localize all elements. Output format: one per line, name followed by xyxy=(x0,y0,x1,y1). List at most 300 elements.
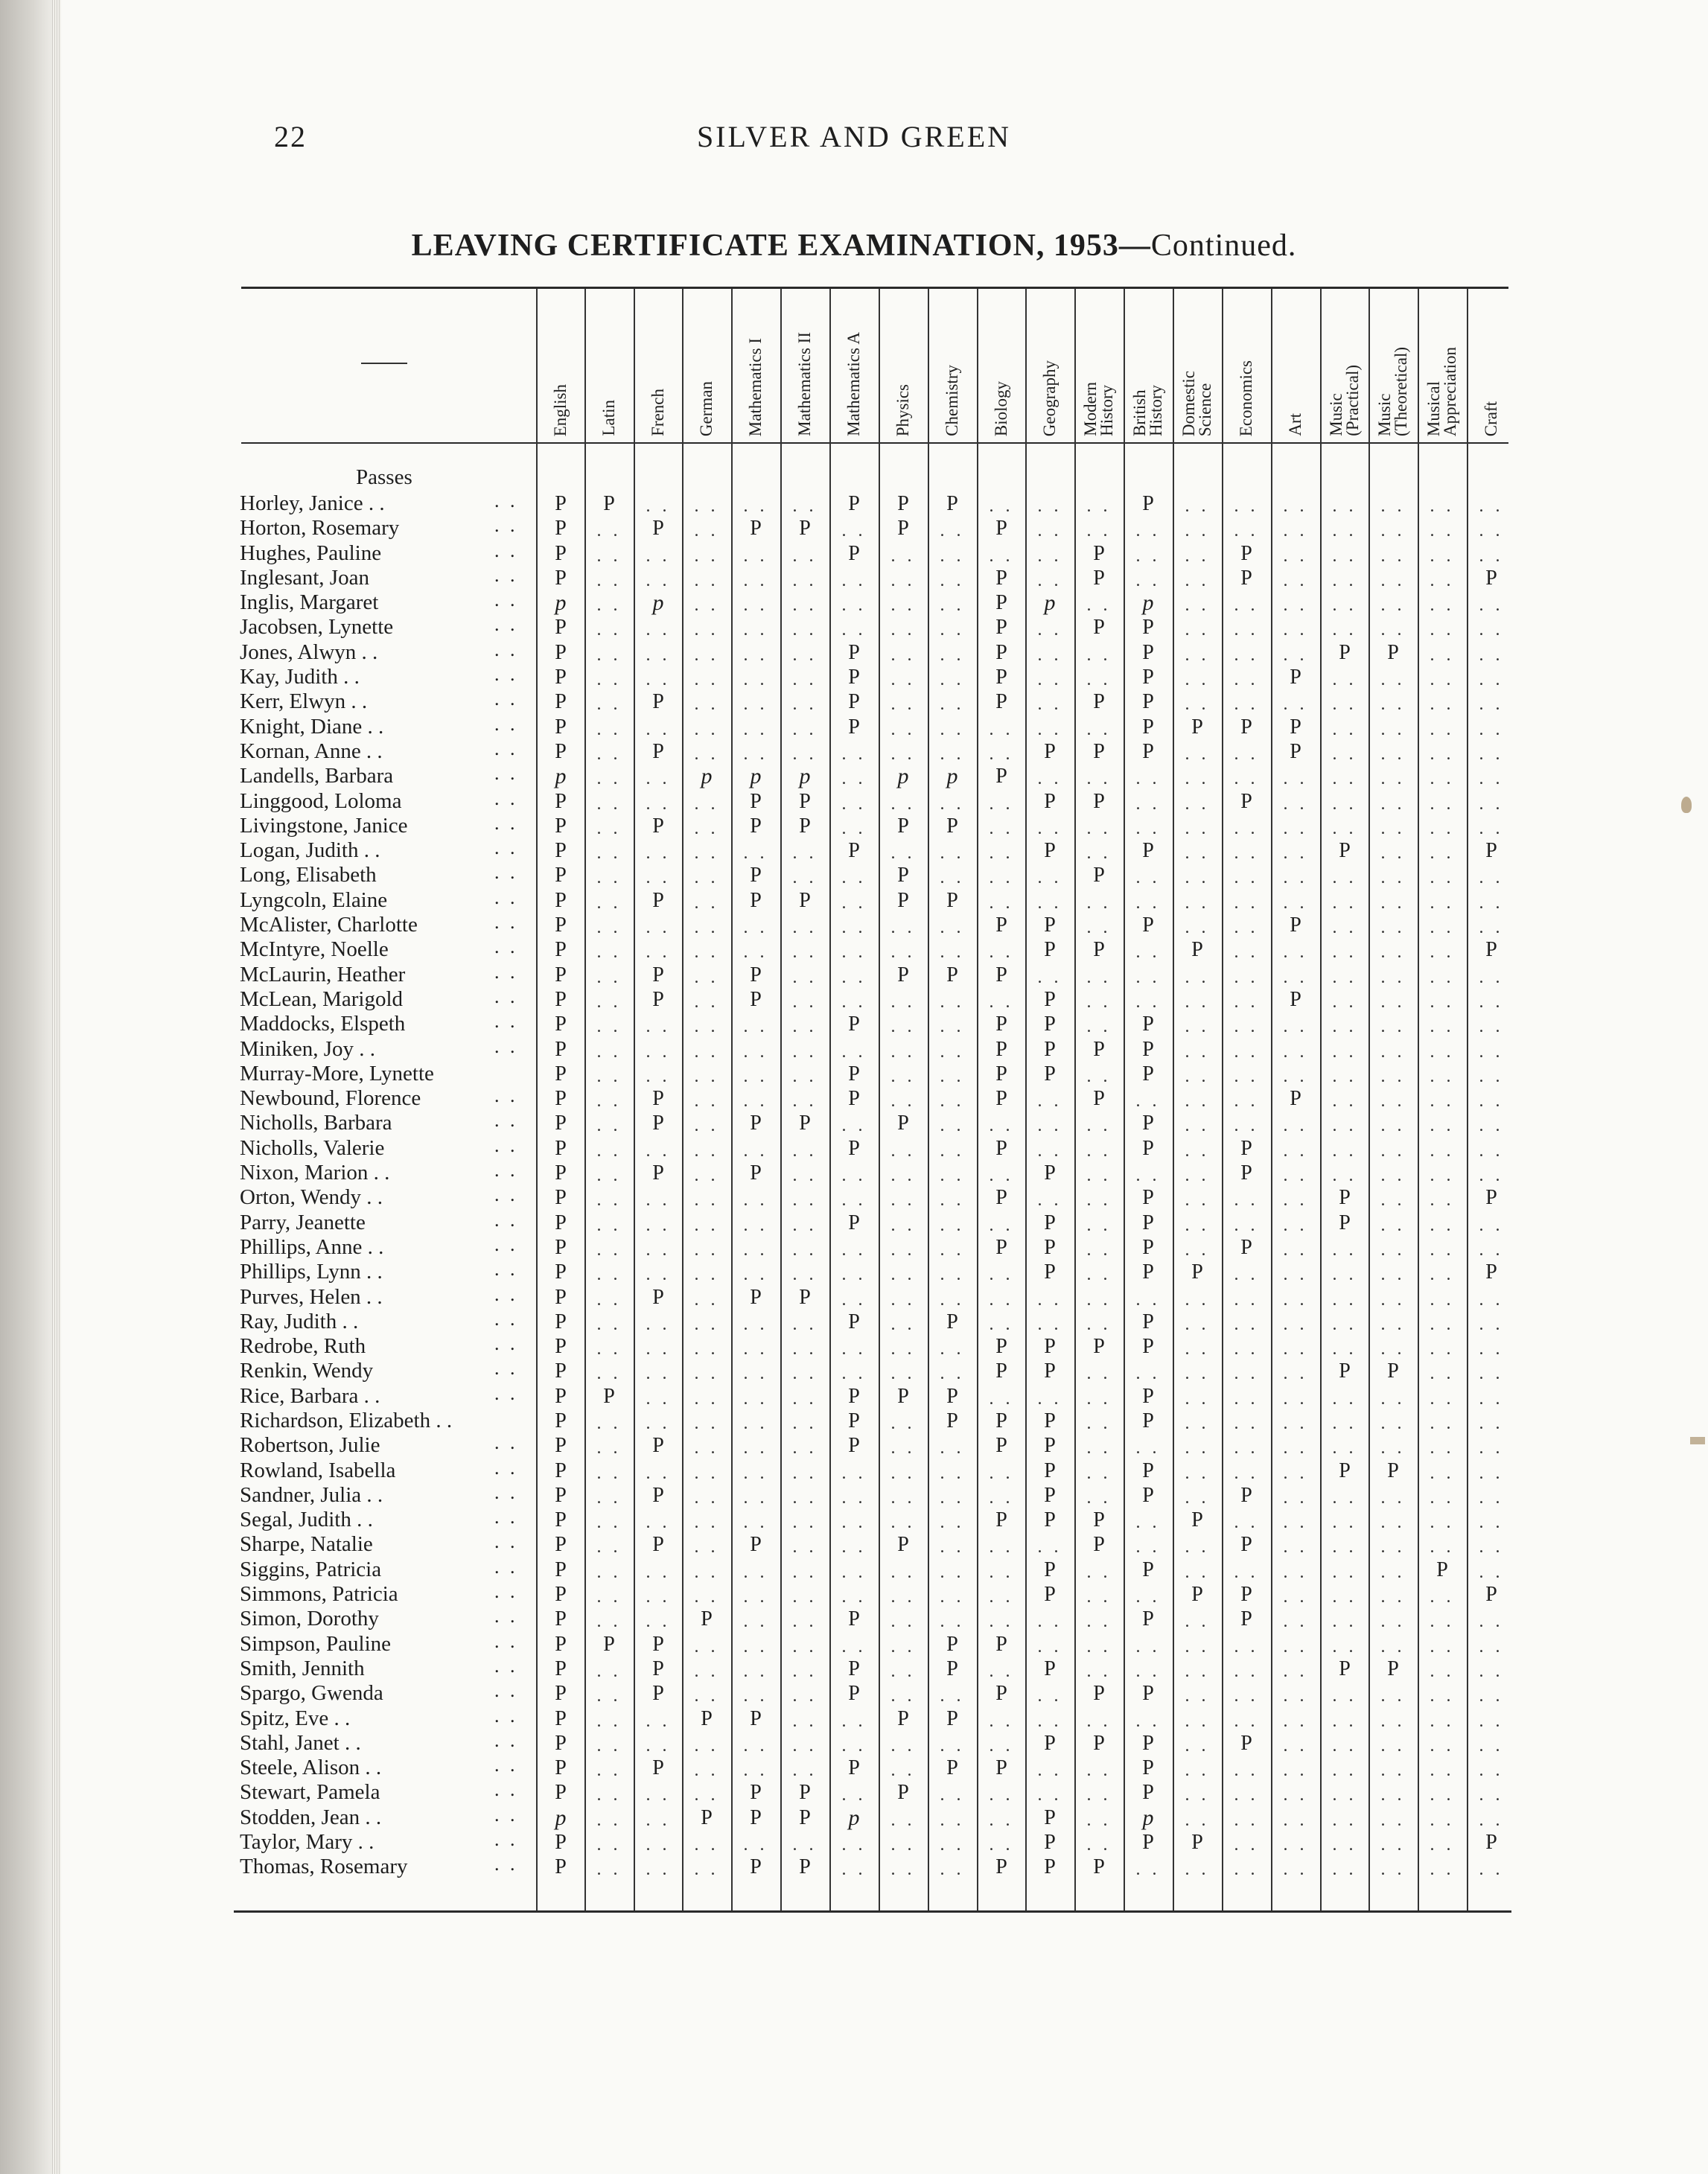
pass-mark: P xyxy=(555,1161,567,1185)
empty-cell: . . xyxy=(1185,1413,1210,1433)
empty-cell: . . xyxy=(1479,719,1504,739)
empty-cell: . . xyxy=(1430,1042,1455,1062)
pass-mark: P xyxy=(652,1161,664,1185)
empty-cell: . . xyxy=(1380,1017,1406,1037)
column-header-label: Mathematics A xyxy=(844,332,863,436)
dot-leader: . . xyxy=(494,1555,518,1578)
empty-cell: . . xyxy=(1430,1686,1455,1706)
empty-cell: . . xyxy=(989,1488,1014,1508)
pass-mark: P xyxy=(1093,739,1105,763)
student-name-text: Thomas, Rosemary xyxy=(240,1855,408,1879)
pass-mark: P xyxy=(652,1483,664,1507)
empty-cell: . . xyxy=(890,1661,916,1681)
pass-mark: P xyxy=(652,1533,664,1557)
empty-cell: . . xyxy=(1479,645,1504,665)
empty-cell: . . xyxy=(890,1562,916,1582)
empty-cell: . . xyxy=(596,1290,622,1310)
student-name-text: Stahl, Janet . . xyxy=(240,1730,361,1755)
pass-mark: P xyxy=(1093,1855,1105,1879)
empty-cell: . . xyxy=(1037,818,1062,838)
empty-cell: . . xyxy=(841,1116,867,1136)
pass-mark: P xyxy=(1142,1831,1154,1855)
empty-cell: . . xyxy=(1283,794,1308,814)
empty-cell: . . xyxy=(1185,1141,1210,1161)
empty-cell: . . xyxy=(694,1314,719,1334)
empty-cell: . . xyxy=(1234,497,1259,516)
pass-mark: P xyxy=(1339,1459,1351,1482)
pass-mark: P xyxy=(555,1483,567,1507)
pass-mark: P xyxy=(799,1855,811,1879)
empty-cell: . . xyxy=(940,1810,965,1830)
table-row xyxy=(0,516,1708,541)
pass-mark: P xyxy=(603,492,615,515)
empty-cell: . . xyxy=(1037,1636,1062,1657)
empty-cell: . . xyxy=(1234,818,1259,838)
student-name-text: Smith, Jennith xyxy=(240,1656,365,1680)
empty-cell: . . xyxy=(1430,1314,1455,1334)
column-header xyxy=(584,295,634,436)
empty-cell: . . xyxy=(646,1835,671,1855)
empty-cell: . . xyxy=(1185,1785,1210,1805)
pass-mark: P xyxy=(799,888,811,912)
empty-cell: . . xyxy=(1185,1438,1210,1459)
empty-cell: . . xyxy=(1086,670,1112,690)
empty-cell: . . xyxy=(890,695,916,715)
empty-cell: . . xyxy=(1185,844,1210,864)
empty-cell: . . xyxy=(1283,967,1308,987)
dot-leader: . . xyxy=(494,1035,518,1057)
pass-mark: P xyxy=(1142,1037,1154,1061)
pass-mark: P xyxy=(1093,789,1105,813)
column-header xyxy=(829,295,879,436)
table-row xyxy=(0,1285,1708,1310)
empty-cell: . . xyxy=(1185,967,1210,987)
empty-cell: . . xyxy=(694,1215,719,1235)
empty-cell: . . xyxy=(1283,1389,1308,1409)
empty-cell: . . xyxy=(1283,844,1308,864)
dot-leader: . . xyxy=(494,737,518,759)
empty-cell: . . xyxy=(792,645,818,665)
pass-mark: P xyxy=(897,888,909,912)
empty-cell: . . xyxy=(1283,1116,1308,1136)
empty-cell: . . xyxy=(1479,1711,1504,1731)
pass-mark: P xyxy=(555,1459,567,1482)
empty-cell: . . xyxy=(1086,521,1112,541)
pass-mark: P xyxy=(995,1508,1007,1532)
student-name-text: Simon, Dorothy xyxy=(240,1607,379,1631)
empty-cell: . . xyxy=(1380,1612,1406,1632)
column-header-label: Physics xyxy=(893,383,912,436)
column-header-label: Mathematics II xyxy=(795,332,814,436)
empty-cell: . . xyxy=(646,769,671,789)
column-header-label: Mathematics I xyxy=(746,337,765,436)
column-header-label: Music (Theoretical) xyxy=(1375,346,1410,436)
empty-cell: . . xyxy=(596,744,622,764)
pass-mark: P xyxy=(750,789,762,813)
empty-cell: . . xyxy=(792,1413,818,1433)
pass-mark: P xyxy=(1485,1186,1497,1210)
section-label-passes: Passes xyxy=(356,465,412,489)
empty-cell: . . xyxy=(890,1636,916,1657)
pass-mark: P xyxy=(1240,1583,1252,1607)
empty-cell: . . xyxy=(1283,1215,1308,1235)
empty-cell: . . xyxy=(596,1488,622,1508)
pass-mark: P xyxy=(946,814,958,838)
page-title xyxy=(0,228,1708,264)
empty-cell: . . xyxy=(596,1562,622,1582)
pass-mark: P xyxy=(946,1310,958,1333)
empty-cell: . . xyxy=(646,620,671,640)
pass-mark: P xyxy=(652,814,664,838)
empty-cell: . . xyxy=(1037,1686,1062,1706)
empty-cell: . . xyxy=(694,1438,719,1459)
empty-cell: . . xyxy=(792,744,818,764)
pass-mark: P xyxy=(1142,640,1154,664)
empty-cell: . . xyxy=(1086,992,1112,1012)
pass-mark: P xyxy=(1142,1607,1154,1631)
empty-cell: . . xyxy=(1332,1066,1357,1086)
empty-cell: . . xyxy=(1479,695,1504,715)
pass-mark: P xyxy=(946,963,958,986)
empty-cell: . . xyxy=(1135,1513,1161,1533)
student-name-text: Livingstone, Janice xyxy=(240,813,408,838)
empty-cell: . . xyxy=(940,1290,965,1310)
table-row xyxy=(0,590,1708,615)
pass-mark: P xyxy=(555,1632,567,1656)
empty-cell: . . xyxy=(1037,1141,1062,1161)
empty-cell: . . xyxy=(1283,596,1308,616)
empty-cell: . . xyxy=(694,719,719,739)
empty-cell: . . xyxy=(1086,1066,1112,1086)
pass-mark: P xyxy=(1044,789,1056,813)
student-name-text: Hughes, Pauline xyxy=(240,541,382,565)
empty-cell: . . xyxy=(1185,521,1210,541)
empty-cell: . . xyxy=(743,1091,768,1112)
empty-cell: . . xyxy=(841,818,867,838)
pass-mark: P xyxy=(1044,1335,1056,1359)
empty-cell: . . xyxy=(694,1364,719,1384)
empty-cell: . . xyxy=(1283,1711,1308,1731)
empty-cell: . . xyxy=(1135,1091,1161,1112)
student-name-text: Sharpe, Natalie xyxy=(240,1532,373,1557)
empty-cell: . . xyxy=(1037,1116,1062,1136)
empty-cell: . . xyxy=(1430,893,1455,913)
dot-leader: . . xyxy=(494,837,518,859)
empty-cell: . . xyxy=(841,868,867,888)
empty-cell: . . xyxy=(989,794,1014,814)
empty-cell: . . xyxy=(1283,1562,1308,1582)
empty-cell: . . xyxy=(1283,1488,1308,1508)
empty-cell: . . xyxy=(1283,1612,1308,1632)
empty-cell: . . xyxy=(1479,1810,1504,1830)
pass-mark: P xyxy=(1240,1731,1252,1755)
empty-cell: . . xyxy=(694,1860,719,1880)
table-row xyxy=(0,987,1708,1012)
empty-cell: . . xyxy=(1283,1190,1308,1211)
empty-cell: . . xyxy=(1086,1413,1112,1433)
empty-cell: . . xyxy=(1479,992,1504,1012)
empty-cell: . . xyxy=(1332,1835,1357,1855)
empty-cell: . . xyxy=(743,744,768,764)
empty-cell: . . xyxy=(841,1488,867,1508)
pass-mark: P xyxy=(1142,715,1154,739)
dot-leader: . . xyxy=(494,861,518,884)
pass-mark: P xyxy=(946,492,958,515)
student-name-text: Newbound, Florence xyxy=(240,1086,421,1111)
pass-mark: P xyxy=(995,1855,1007,1879)
pass-mark: P xyxy=(995,1335,1007,1359)
empty-cell: . . xyxy=(1430,546,1455,566)
empty-cell: . . xyxy=(1185,1389,1210,1409)
empty-cell: . . xyxy=(1234,918,1259,938)
table-row xyxy=(0,1830,1708,1855)
pass-mark: P xyxy=(555,1409,567,1432)
empty-cell: . . xyxy=(646,1141,671,1161)
pass-mark: P xyxy=(799,789,811,813)
pass-mark: p xyxy=(1142,1805,1154,1830)
empty-cell: . . xyxy=(890,943,916,963)
pass-mark: P xyxy=(1485,839,1497,863)
column-header-label: Latin xyxy=(599,400,618,436)
empty-cell: . . xyxy=(1380,844,1406,864)
empty-cell: . . xyxy=(1135,967,1161,987)
empty-cell: . . xyxy=(1185,818,1210,838)
pass-mark: P xyxy=(1044,1260,1056,1284)
pass-mark: P xyxy=(897,864,909,887)
empty-cell: . . xyxy=(1086,497,1112,516)
empty-cell: . . xyxy=(1185,1488,1210,1508)
empty-cell: . . xyxy=(694,620,719,640)
student-name-text: Kornan, Anne . . xyxy=(240,739,383,763)
empty-cell: . . xyxy=(596,1612,622,1632)
empty-cell: . . xyxy=(646,1389,671,1409)
column-header-label: British History xyxy=(1130,385,1165,436)
empty-cell: . . xyxy=(1234,893,1259,913)
empty-cell: . . xyxy=(1185,695,1210,715)
empty-cell: . . xyxy=(841,918,867,938)
empty-cell: . . xyxy=(1086,1364,1112,1384)
empty-cell: . . xyxy=(940,719,965,739)
pass-mark: p xyxy=(652,590,664,616)
empty-cell: . . xyxy=(940,1438,965,1459)
empty-cell: . . xyxy=(1135,893,1161,913)
empty-cell: . . xyxy=(940,1265,965,1285)
empty-cell: . . xyxy=(841,1240,867,1260)
empty-cell: . . xyxy=(1380,1314,1406,1334)
empty-cell: . . xyxy=(1234,1835,1259,1855)
pass-mark: P xyxy=(555,739,567,763)
pass-mark: P xyxy=(555,789,567,813)
pass-mark: p xyxy=(750,764,762,789)
empty-cell: . . xyxy=(1380,868,1406,888)
pass-mark: P xyxy=(555,1855,567,1879)
table-row xyxy=(0,764,1708,788)
student-name-text: Long, Elisabeth xyxy=(240,863,377,887)
empty-cell: . . xyxy=(792,695,818,715)
empty-cell: . . xyxy=(989,992,1014,1012)
student-name-text: Orton, Wendy . . xyxy=(240,1185,383,1210)
empty-cell: . . xyxy=(1234,1190,1259,1211)
pass-mark: P xyxy=(995,963,1007,986)
empty-cell: . . xyxy=(940,695,965,715)
empty-cell: . . xyxy=(1086,1562,1112,1582)
empty-cell: . . xyxy=(1234,1091,1259,1112)
table-row xyxy=(0,863,1708,887)
pass-mark: P xyxy=(555,1533,567,1557)
empty-cell: . . xyxy=(1086,596,1112,616)
pass-mark: P xyxy=(555,1384,567,1408)
empty-cell: . . xyxy=(792,546,818,566)
empty-cell: . . xyxy=(1430,1141,1455,1161)
empty-cell: . . xyxy=(890,1438,916,1459)
empty-cell: . . xyxy=(1185,1166,1210,1186)
empty-cell: . . xyxy=(841,1835,867,1855)
empty-cell: . . xyxy=(792,497,818,516)
empty-cell: . . xyxy=(743,620,768,640)
empty-cell: . . xyxy=(743,1735,768,1756)
empty-cell: . . xyxy=(694,1166,719,1186)
dot-leader: . . xyxy=(494,1456,518,1479)
empty-cell: . . xyxy=(940,1587,965,1607)
empty-cell: . . xyxy=(743,1141,768,1161)
pass-mark: P xyxy=(1339,1657,1351,1680)
empty-cell: . . xyxy=(646,1215,671,1235)
empty-cell: . . xyxy=(1380,1413,1406,1433)
student-name-text: Knight, Diane . . xyxy=(240,714,384,739)
empty-cell: . . xyxy=(1185,1364,1210,1384)
empty-cell: . . xyxy=(1234,1017,1259,1037)
table-row xyxy=(0,640,1708,665)
pass-mark: P xyxy=(1142,1682,1154,1706)
pass-mark: P xyxy=(603,1632,615,1656)
empty-cell: . . xyxy=(1234,521,1259,541)
table-row xyxy=(0,814,1708,838)
empty-cell: . . xyxy=(1283,1761,1308,1781)
empty-cell: . . xyxy=(1086,1290,1112,1310)
empty-cell: . . xyxy=(694,1190,719,1211)
empty-cell: . . xyxy=(646,1265,671,1285)
empty-cell: . . xyxy=(989,1661,1014,1681)
empty-cell: . . xyxy=(940,868,965,888)
pass-mark: P xyxy=(1044,839,1056,863)
empty-cell: . . xyxy=(1380,918,1406,938)
empty-cell: . . xyxy=(1185,1290,1210,1310)
empty-cell: . . xyxy=(792,1711,818,1731)
student-name-text: Nixon, Marion . . xyxy=(240,1161,390,1185)
empty-cell: . . xyxy=(1479,1339,1504,1359)
empty-cell: . . xyxy=(743,570,768,590)
pass-mark: P xyxy=(1044,1855,1056,1879)
empty-cell: . . xyxy=(1479,744,1504,764)
empty-cell: . . xyxy=(743,645,768,665)
empty-cell: . . xyxy=(1332,1735,1357,1756)
pass-mark: P xyxy=(848,839,860,863)
pass-mark: P xyxy=(1485,1831,1497,1855)
empty-cell: . . xyxy=(1430,645,1455,665)
pass-mark: P xyxy=(1044,1359,1056,1383)
dot-leader: . . xyxy=(494,1184,518,1206)
empty-cell: . . xyxy=(694,844,719,864)
empty-cell: . . xyxy=(890,1835,916,1855)
empty-cell: . . xyxy=(890,1339,916,1359)
empty-cell: . . xyxy=(1234,1215,1259,1235)
empty-cell: . . xyxy=(841,1587,867,1607)
pass-mark: P xyxy=(995,1037,1007,1061)
empty-cell: . . xyxy=(792,1438,818,1459)
empty-cell: . . xyxy=(1332,1686,1357,1706)
empty-cell: . . xyxy=(694,1265,719,1285)
empty-cell: . . xyxy=(1380,1587,1406,1607)
empty-cell: . . xyxy=(1332,1513,1357,1533)
empty-cell: . . xyxy=(1086,1116,1112,1136)
pass-mark: P xyxy=(555,1558,567,1581)
empty-cell: . . xyxy=(1479,818,1504,838)
empty-cell: . . xyxy=(1283,1017,1308,1037)
table-row xyxy=(0,1508,1708,1532)
table-row xyxy=(0,1012,1708,1036)
empty-cell: . . xyxy=(596,893,622,913)
empty-cell: . . xyxy=(1086,1215,1112,1235)
empty-cell: . . xyxy=(1430,1860,1455,1880)
pass-mark: P xyxy=(995,1062,1007,1086)
empty-cell: . . xyxy=(1086,1389,1112,1409)
empty-cell: . . xyxy=(1332,918,1357,938)
pass-mark: P xyxy=(1044,1211,1056,1234)
table-row xyxy=(0,1384,1708,1409)
student-name-text: Segal, Judith . . xyxy=(240,1508,373,1532)
pass-mark: P xyxy=(652,963,664,986)
table-row xyxy=(0,1532,1708,1557)
dot-leader: . . xyxy=(494,490,518,511)
column-header-label: German xyxy=(697,380,716,436)
empty-cell: . . xyxy=(792,570,818,590)
student-name-text: Horton, Rosemary xyxy=(240,516,400,541)
empty-cell: . . xyxy=(743,1265,768,1285)
empty-cell: . . xyxy=(1135,1661,1161,1681)
dot-leader: . . xyxy=(494,762,518,785)
table-row xyxy=(0,1409,1708,1433)
empty-cell: . . xyxy=(1086,844,1112,864)
pass-mark: P xyxy=(1240,1235,1252,1259)
pass-mark: P xyxy=(995,1235,1007,1259)
empty-cell: . . xyxy=(1086,1636,1112,1657)
column-header xyxy=(1124,295,1173,436)
empty-cell: . . xyxy=(890,1860,916,1880)
pass-mark: P xyxy=(1093,690,1105,714)
pass-mark: P xyxy=(1142,666,1154,689)
column-header xyxy=(928,295,977,436)
empty-cell: . . xyxy=(841,1166,867,1186)
pass-mark: P xyxy=(1044,1731,1056,1755)
pass-mark: p xyxy=(555,1805,567,1830)
empty-cell: . . xyxy=(1086,1587,1112,1607)
empty-cell: . . xyxy=(989,943,1014,963)
pass-mark: P xyxy=(799,1805,811,1829)
table-row xyxy=(0,615,1708,640)
empty-cell: . . xyxy=(1430,943,1455,963)
pass-mark: P xyxy=(555,814,567,838)
pass-mark: P xyxy=(995,1013,1007,1036)
empty-cell: . . xyxy=(1086,1017,1112,1037)
table-row xyxy=(0,1582,1708,1607)
table-row xyxy=(0,838,1708,863)
pass-mark: P xyxy=(555,1831,567,1855)
empty-cell: . . xyxy=(1234,1810,1259,1830)
empty-cell: . . xyxy=(841,1711,867,1731)
empty-cell: . . xyxy=(1037,1190,1062,1211)
student-name-text: Simpson, Pauline xyxy=(240,1631,392,1656)
pass-mark: P xyxy=(1093,1087,1105,1111)
